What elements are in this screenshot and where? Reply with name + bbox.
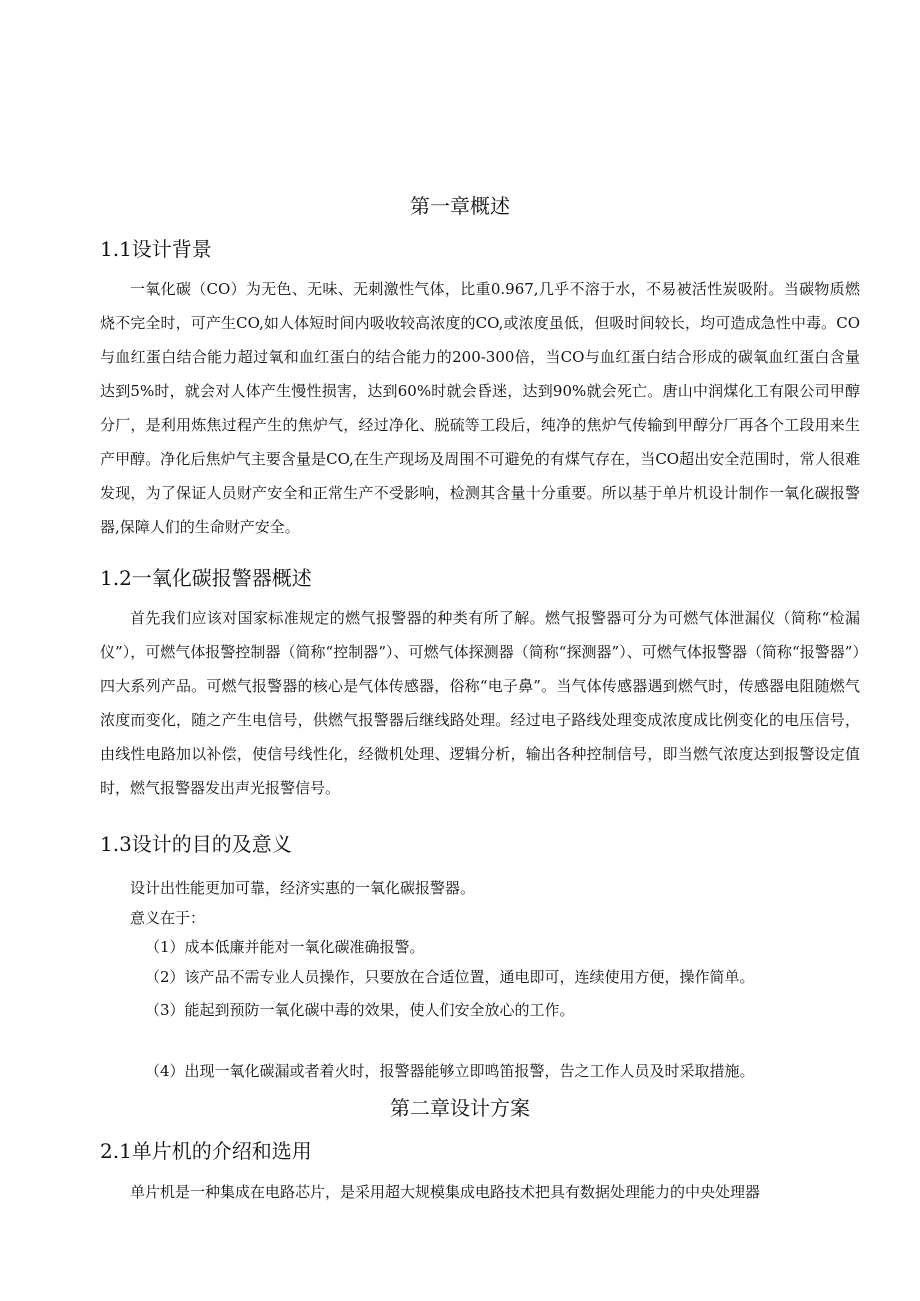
section-1-1-body: 一氧化碳（CO）为无色、无味、无刺激性气体，比重0.967,几乎不溶于水，不易被活性炭吸附。当碳物质燃烧不完全时，可产生CO,如人体短时间内吸收较高浓度的CO,或浓度虽低，但吸时间较长，均可造成急性中毒。CO与血红蛋白结合能力超过氧和血红蛋白的结合能力的200-300倍，当CO与血红蛋白结合形成的碳氧血红蛋白含量达到5%时，就会对人体产生慢性损害，达到60%时就会昏迷，达到90%就会死亡。唐山中润煤化工有限公司甲醇分厂，是利用炼焦过程产生的焦炉气，经过净化、脱硫等工段后，纯净的焦炉气传输到甲醇分厂再各个工段用来生产甲醇。净化后焦炉气主要含量是CO,在生产现场及周围不可避免的有煤气存在，当CO超出安全范围时，常人很难发现，为了保证人员财产安全和正常生产不受影响，检测其含量十分重要。所以基于单片机设计制作一氧化碳报警器,保障人们的生命财产安全。 [100, 280, 860, 536]
section-1-2-title: 1.2一氧化碳报警器概述 [100, 566, 312, 590]
meaning-item-2: （2）该产品不需专业人员操作，只要放在合适位置，通电即可，连续使用方便，操作简单。 [145, 968, 755, 986]
meaning-item-3: （3）能起到预防一氧化碳中毒的效果，使人们安全放心的工作。 [145, 1001, 575, 1019]
meaning-item-4: （4）出现一氧化碳漏或者着火时，报警器能够立即鸣笛报警，告之工作人员及时采取措施。 [145, 1062, 755, 1080]
section-2-1-title: 2.1单片机的介绍和选用 [100, 1139, 312, 1163]
chapter-1-title: 第一章概述 [410, 194, 510, 218]
section-1-2-body: 首先我们应该对国家标准规定的燃气报警器的种类有所了解。燃气报警器可分为可燃气体泄漏仪（简称“检漏仪”），可燃气体报警控制器（简称“控制器”）、可燃气体探测器（简称“探测器”）、可燃气体报警器（简称“报警器”）四大系列产品。可燃气报警器的核心是气体传感器，俗称“电子鼻”。当气体传感器遇到燃气时，传感器电阻随燃气浓度而变化，随之产生电信号，供燃气报警器后继线路处理。经过电子路线处理变成浓度成比例变化的电压信号，由线性电路加以补偿，使信号线性化，经微机处理、逻辑分析，输出各种控制信号，即当燃气浓度达到报警设定值时，燃气报警器发出声光报警信号。 [100, 609, 860, 797]
chapter-2-title: 第二章设计方案 [390, 1096, 530, 1120]
section-1-3-meaning-label: 意义在于： [130, 909, 206, 927]
section-1-3-goal: 设计出性能更加可靠，经济实惠的一氧化碳报警器。 [130, 879, 476, 897]
meaning-item-1: （1）成本低廉并能对一氧化碳准确报警。 [145, 938, 425, 956]
section-1-1-title: 1.1设计背景 [100, 237, 212, 261]
section-1-3-title: 1.3设计的目的及意义 [100, 832, 292, 856]
section-2-1-body: 单片机是一种集成在电路芯片，是采用超大规模集成电路技术把具有数据处理能力的中央处理器 [130, 1183, 761, 1201]
